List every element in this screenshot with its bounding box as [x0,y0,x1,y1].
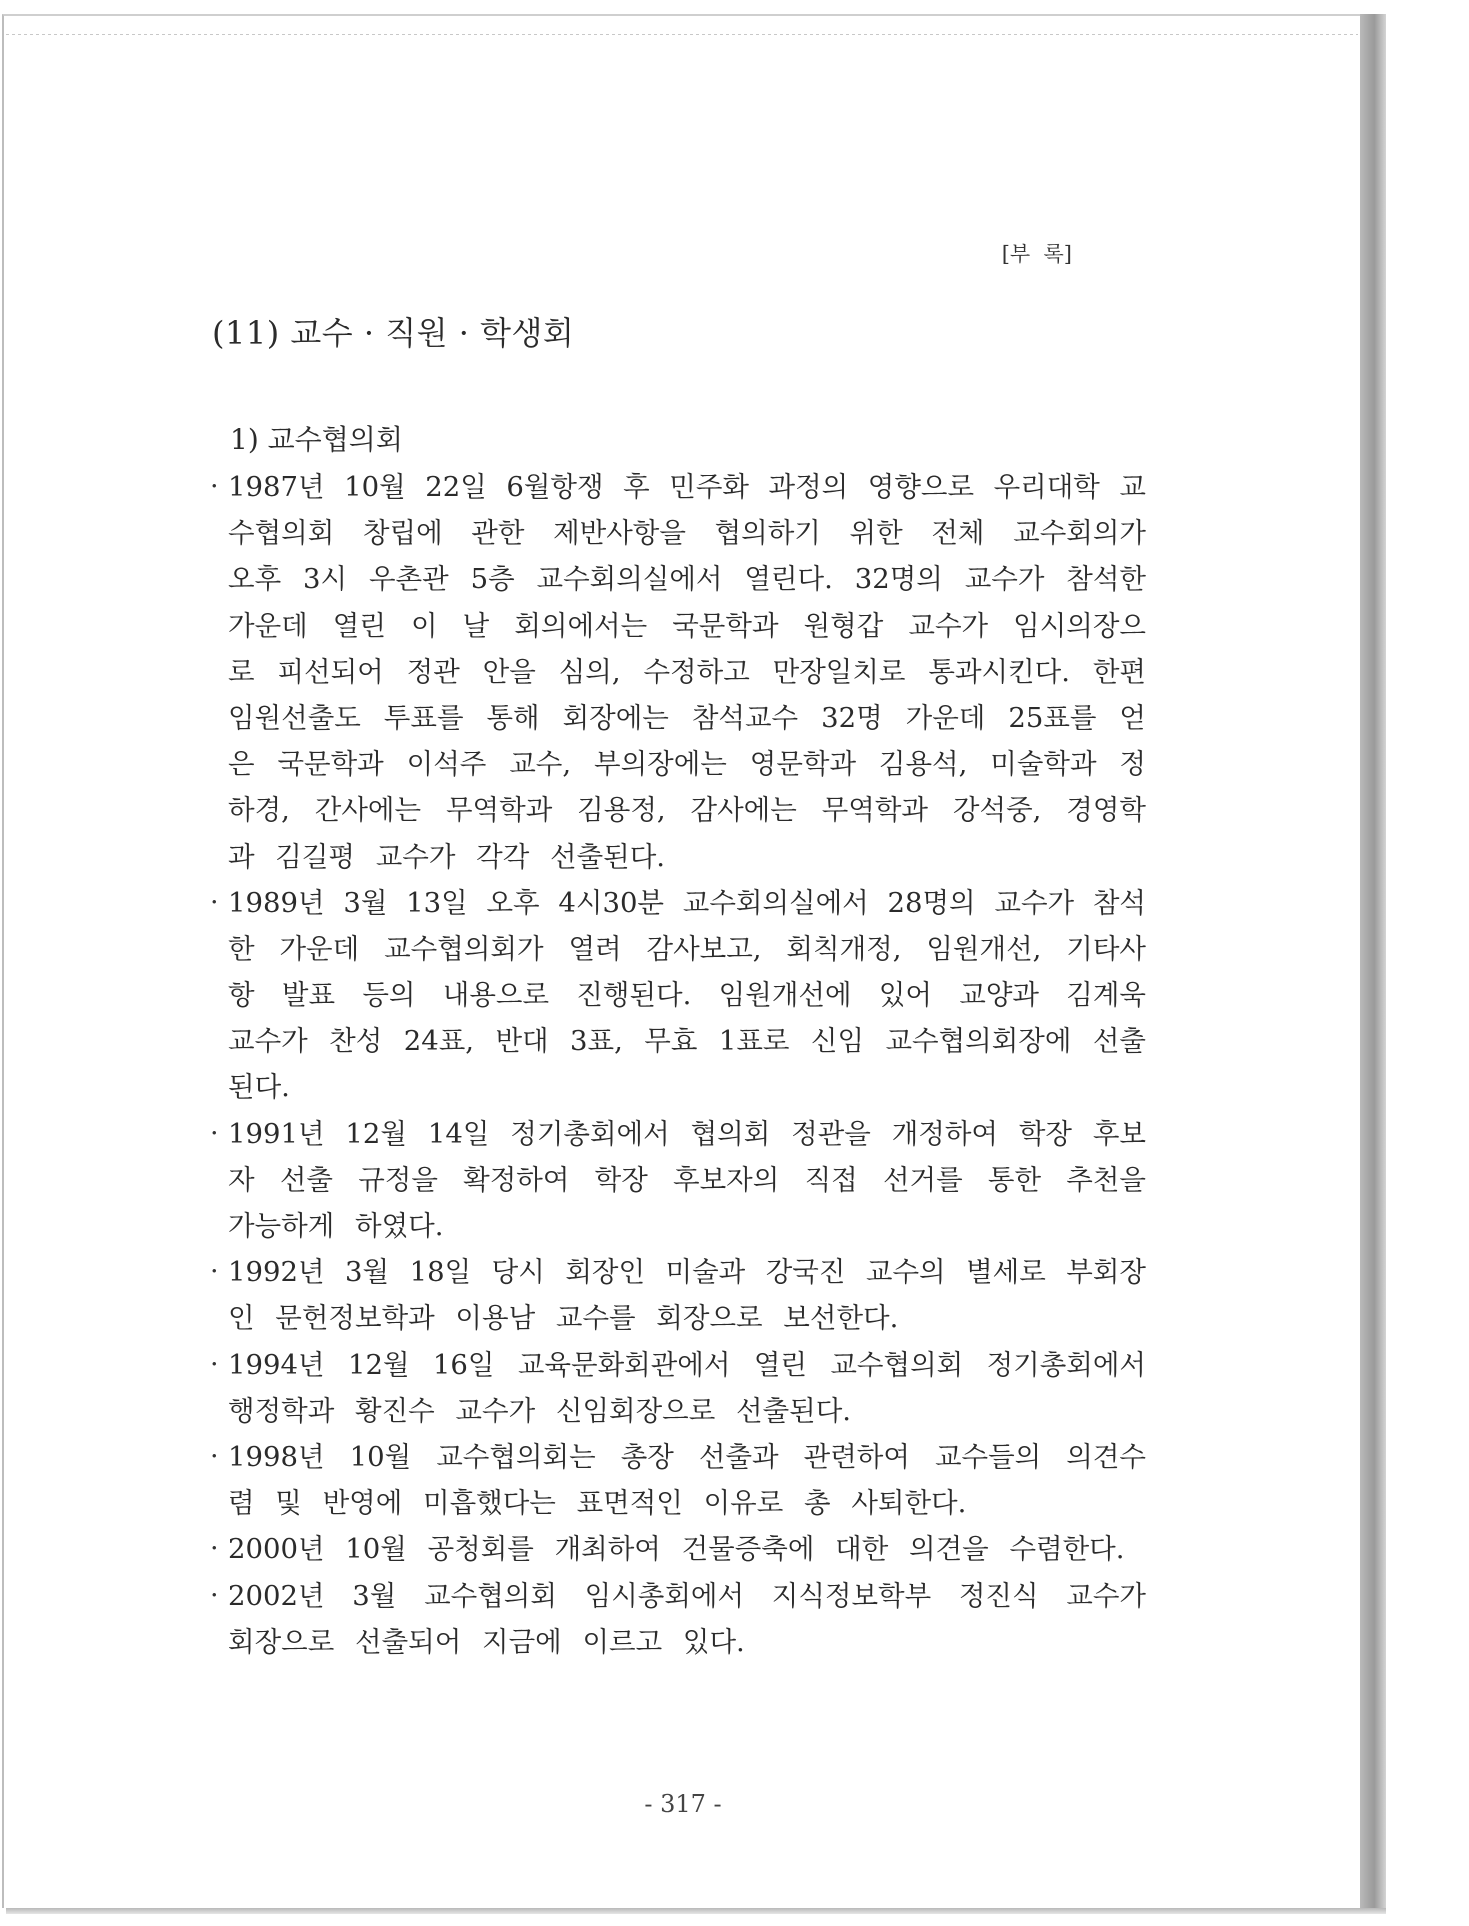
page-top-rule [6,34,1358,35]
running-head: [부 록] [1001,242,1072,266]
list-item [210,1573,1146,1665]
document-page [2,14,1360,1908]
section-title: (11) 교수 · 직원 · 학생회 [212,314,575,352]
page-number: - 317 - [644,1790,722,1818]
text-line: 가능하게 하였다. [228,1210,444,1242]
text-line: 은 국문학과 이석주 교수, 부의장에는 영문학과 김용석, 미술학과 정 [228,748,1146,781]
text-line: 하경, 간사에는 무역학과 김용정, 감사에는 무역학과 강석중, 경영학 [228,794,1146,827]
list-item [210,1342,1146,1434]
bullet-mark: · [210,1440,219,1472]
text-line: 2000년 10월 공청회를 개최하여 건물증축에 대한 의견을 수렴한다. [228,1533,1125,1566]
bullet-mark: · [210,1533,219,1565]
text-line: 과 김길평 교수가 각각 선출된다. [228,840,666,873]
text-line: 1994년 12월 16일 교육문화회관에서 열린 교수협의회 정기총회에서 [228,1348,1146,1381]
text-line: 수협의회 창립에 관한 제반사항을 협의하기 위한 전체 교수회의가 [228,517,1146,550]
text-line: 1987년 10월 22일 6월항쟁 후 민주화 과정의 영향으로 우리대학 교 [228,471,1146,503]
bullet-mark: · [210,471,219,502]
list-item [210,1526,1146,1572]
text-line: 오후 3시 우촌관 5층 교수회의실에서 열린다. 32명의 교수가 참석한 [228,563,1146,596]
text-line: 1998년 10월 교수협의회는 총장 선출과 관련하여 교수들의 의견수 [228,1440,1146,1473]
text-line: 임원선출도 투표를 통해 회장에는 참석교수 32명 가운데 25표를 얻 [228,701,1146,734]
entry-list [210,464,1146,1665]
bullet-mark: · [210,1256,219,1288]
list-item [210,880,1146,1111]
text-line: 교수가 찬성 24표, 반대 3표, 무효 1표로 신임 교수협의회장에 선출 [228,1025,1146,1058]
text-line: 로 피선되어 정관 안을 심의, 수정하고 만장일치로 통과시킨다. 한편 [228,655,1146,688]
bullet-mark: · [210,1348,219,1380]
text-line: 회장으로 선출되어 지금에 이르고 있다. [228,1625,745,1658]
bullet-mark: · [210,1579,219,1611]
list-item [210,1111,1146,1250]
text-line: 자 선출 규정을 확정하여 학장 후보자의 직접 선거를 통한 추천을 [228,1163,1146,1196]
bullet-mark: · [210,1117,219,1149]
text-line: 1992년 3월 18일 당시 회장인 미술과 강국진 교수의 별세로 부회장 [228,1256,1146,1289]
text-line: 렴 및 반영에 미흡했다는 표면적인 이유로 총 사퇴한다. [228,1487,967,1520]
text-line: 항 발표 등의 내용으로 진행된다. 임원개선에 있어 교양과 김계욱 [228,979,1146,1012]
list-item [210,1434,1146,1526]
page-bottom-shadow [6,1908,1386,1914]
list-item [210,1249,1146,1341]
text-line: 한 가운데 교수협의회가 열려 감사보고, 회칙개정, 임원개선, 기타사 [228,932,1146,965]
page-edge-shadow [1360,14,1386,1914]
text-line: 인 문헌정보학과 이용남 교수를 회장으로 보선한다. [228,1302,899,1335]
text-line: 2002년 3월 교수협의회 임시총회에서 지식정보학부 정진식 교수가 [228,1579,1146,1612]
text-line: 1989년 3월 13일 오후 4시30분 교수회의실에서 28명의 교수가 참석 [228,886,1146,919]
text-line: 행정학과 황진수 교수가 신임회장으로 선출된다. [228,1394,852,1427]
text-line: 1991년 12월 14일 정기총회에서 협의회 정관을 개정하여 학장 후보 [228,1117,1146,1150]
bullet-mark: · [210,886,219,918]
subsection-title: 1) 교수협의회 [230,423,403,456]
text-line: 가운데 열린 이 날 회의에서는 국문학과 원형갑 교수가 임시의장으 [228,609,1146,642]
list-item [210,464,1146,880]
text-line: 된다. [228,1071,290,1104]
